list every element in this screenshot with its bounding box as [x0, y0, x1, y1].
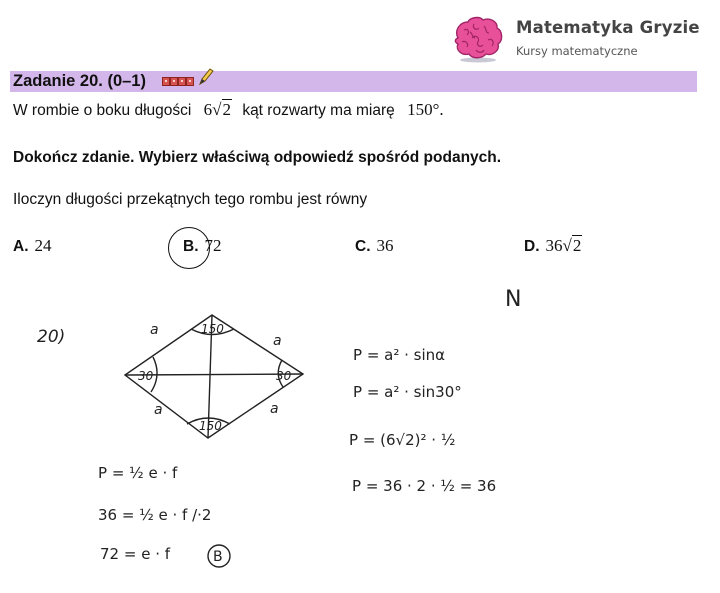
formula-line: P = a² · sin30° [353, 383, 462, 401]
formula-line: P = (6√2)² · ½ [349, 431, 456, 449]
sqrt-symbol: √2 [562, 236, 582, 255]
answer-value: 72 [204, 236, 222, 255]
brand-tagline: Kursy matematyczne [516, 44, 638, 58]
formula-line: 36 = ½ e · f /·2 [98, 506, 212, 524]
formula-line: P = ½ e · f [98, 464, 178, 482]
side-label: a [154, 402, 163, 418]
angle-label-top: 150 [201, 322, 224, 336]
task-instruction: Dokończ zdanie. Wybierz właściwą odpowiedź spośród podanych. [13, 149, 502, 166]
side-label: a [270, 401, 279, 417]
answer-letter: B. [183, 238, 199, 255]
formula-line: P = 36 · 2 · ½ = 36 [352, 477, 497, 495]
statement-middle: kąt rozwarty ma miarę [242, 102, 395, 119]
brand-title: Matematyka Gryzie [516, 18, 700, 37]
formula-line: P = a² · sinα [353, 346, 446, 364]
hw-task-number: 20) [37, 327, 66, 347]
statement-prefix: W rombie o boku długości [13, 102, 192, 119]
formula-line: 72 = e · f [100, 545, 171, 563]
side-label: a [150, 322, 159, 338]
diagonal-formulas [98, 464, 211, 563]
rhombus-labels [138, 322, 292, 433]
angle-label-left: 30 [138, 369, 154, 383]
side-label: a [273, 333, 282, 349]
answer-letter: A. [13, 238, 29, 255]
area-formulas [349, 346, 496, 495]
final-answer: B [213, 549, 223, 565]
answer-value: 36 [545, 236, 563, 255]
angle-value: 150°. [407, 100, 444, 119]
answer-letter: D. [524, 238, 540, 255]
angle-label-bottom: 150 [199, 419, 222, 433]
task-title: Zadanie 20. (0–1) [13, 72, 146, 90]
angle-label-right: 30 [276, 369, 292, 383]
answer-letter: C. [355, 238, 371, 255]
task-question: Iloczyn długości przekątnych tego rombu jest równy [13, 191, 368, 208]
hw-mark: N [505, 287, 522, 312]
side-radicand: 2 [222, 100, 231, 119]
sqrt-symbol: √2 [212, 100, 231, 119]
side-coef: 6 [203, 100, 213, 119]
answer-radicand: 2 [572, 236, 582, 255]
answer-value: 36 [376, 236, 394, 255]
answer-value: 24 [34, 236, 52, 255]
